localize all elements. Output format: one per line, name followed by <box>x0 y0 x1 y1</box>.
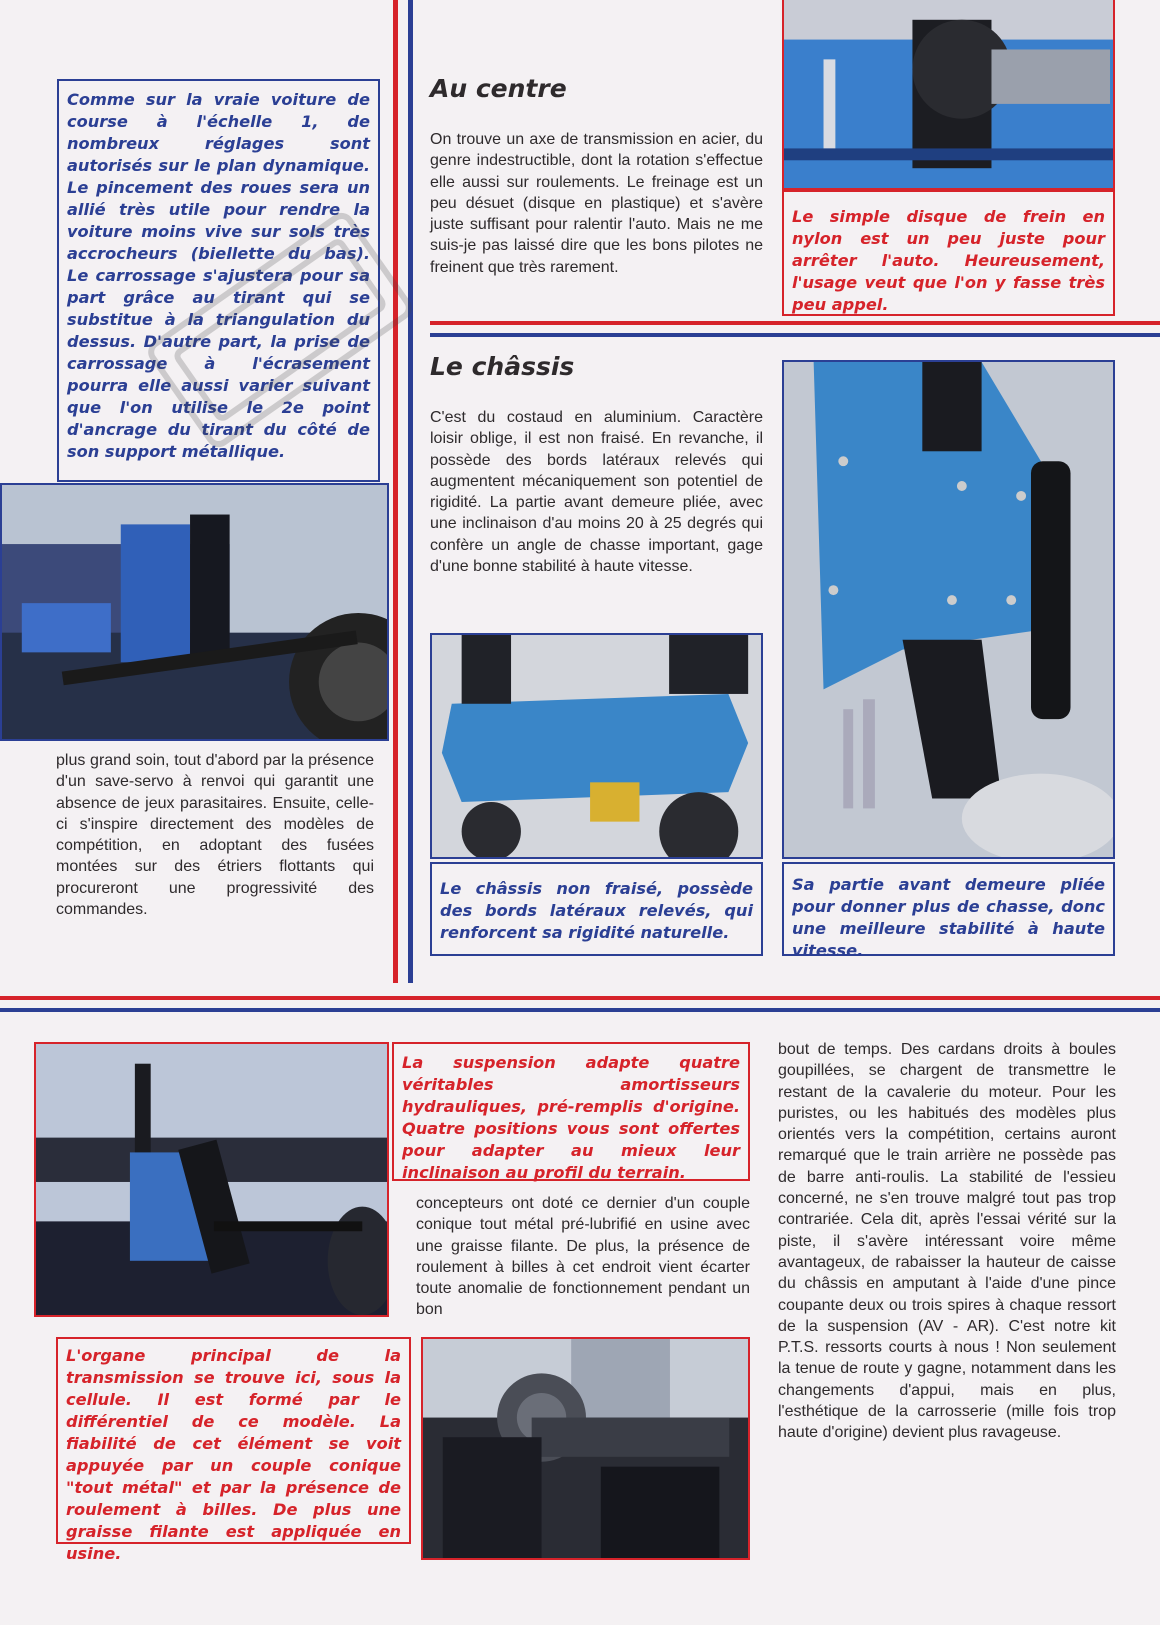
section-heading-centre: Au centre <box>430 74 567 103</box>
front-chassis-caption: Sa partie avant demeure pliée pour donner plus de chasse, donc une meilleure stabilité à haute vitesse. <box>782 862 1115 956</box>
middle-bottom-text: concepteurs ont doté ce dernier d'un couple conique tout métal pré-lubrifié en usine avec une graisse filante. De plus, la présence de roulement à billes à cet endroit vient écarter toute anomalie de fonctionnement pendant un bon <box>416 1195 750 1319</box>
left-column-text: plus grand soin, tout d'abord par la présence d'un save-servo à renvoi qui garantit une absence de jeux parasitaires. Ensuite, celle-ci s'inspire directement des modèles de compétition, en adoptant des fusées montées sur des étriers flottants qui procureront une progressivité des commandes. <box>56 752 374 919</box>
transmission-caption: L'organe principal de la transmission se trouve ici, sous la cellule. Il est formé par le différentiel de ce modèle. La fiabilité de cet élément se voit appuyée par un couple conique "tout métal" et par la présence de roulement à billes. De plus une graisse filante est appliquée en usine. <box>56 1337 411 1544</box>
front-chassis-photo <box>782 360 1115 859</box>
brake-caption: Le simple disque de frein en nylon est un peu juste pour arrêter l'auto. Heureusement, l'usage veut que l'on y fasse très peu appel. <box>782 190 1115 316</box>
horizontal-blue-stripe-bottom <box>0 1008 1160 1012</box>
intro-caption: Comme sur la vraie voiture de course à l'échelle 1, de nombreux réglages sont autorisés sur le plan dynamique. Le pincement des roues sera un allié très utile pour rendre la voiture moins vive sur sols très accrocheurs (biellette du bas). Le carrossage s'ajustera pour sa part grâce au tirant qui se substitue à la triangulation du dessus. D'autre part, la prise de carrossage à l'écrasement pourra elle aussi varier suivant que l'on utilise le 2e point d'ancrage du tirant du côté de son support métallique. <box>57 79 380 482</box>
horizontal-red-stripe-bottom <box>0 996 1160 1000</box>
centre-body-text: On trouve un axe de transmission en acier, du genre indestructible, dont la rotation s'effectue elle aussi sur roulements. Le freinage est un peu désuet (disque en plastique) et s'avère juste suffisant pour ralentir l'auto. Mais ne me suis-je pas laissé dire que les bons pilotes ne freinent que très rarement. <box>430 131 763 276</box>
chassis-body-text: C'est du costaud en aluminium. Caractère loisir oblige, il est non fraisé. En revanche, il possède des bords latéraux relevés qui augmentent mécaniquement son potentiel de rigidité. La partie avant demeure pliée, avec une inclinaison d'au moins 20 à 25 degrés qui confère un angle de chasse important, gage d'une bonne stabilité à haute vitesse. <box>430 409 763 576</box>
right-bottom-text: bout de temps. Des cardans droits à boules goupillées, se chargent de transmettre le restant de la cavalerie du moteur. Pour les puristes, ou les habitués des modèles plus orientés vers la compétition, certains auront remarqué que le train arrière ne possède pas de barre anti-roulis. La stabilité de l'essieu concerné, ne s'en trouve malgré tout pas trop contrariée. Cela dit, après l'essai vérité sur la piste, il s'avère intéressant voire même avantageux, de rabaisser la hauteur de caisse du châssis en amputant à l'aide d'une pince coupante deux ou trois spires à chaque ressort de la suspension (AV - AR). C'est notre kit P.T.S. ressorts courts à nous ! Non seulement la tenue de route y gagne, notamment dans les changements d'appui, mais en plus, l'esthétique de la carrosserie (mille fois trop haute d'origine) devient plus ravageuse. <box>778 1041 1116 1442</box>
chassis-caption: Le châssis non fraisé, possède des bords latéraux relevés, qui renforcent sa rigidité naturelle. <box>430 862 763 956</box>
suspension-caption: La suspension adapte quatre véritables amortisseurs hydrauliques, pré-remplis d'origine. Quatre positions vous sont offertes pour adapter au mieux leur inclinaison au profil du terrain. <box>392 1042 750 1181</box>
watermark-logo <box>120 150 440 510</box>
brake-disc-photo <box>782 0 1115 190</box>
rear-suspension-photo <box>34 1042 389 1317</box>
horizontal-red-stripe-middle <box>430 321 1160 325</box>
section-heading-chassis: Le châssis <box>430 352 575 381</box>
differential-photo <box>421 1337 750 1560</box>
horizontal-blue-stripe-middle <box>430 333 1160 337</box>
front-suspension-photo <box>0 483 389 741</box>
chassis-photo <box>430 633 763 859</box>
